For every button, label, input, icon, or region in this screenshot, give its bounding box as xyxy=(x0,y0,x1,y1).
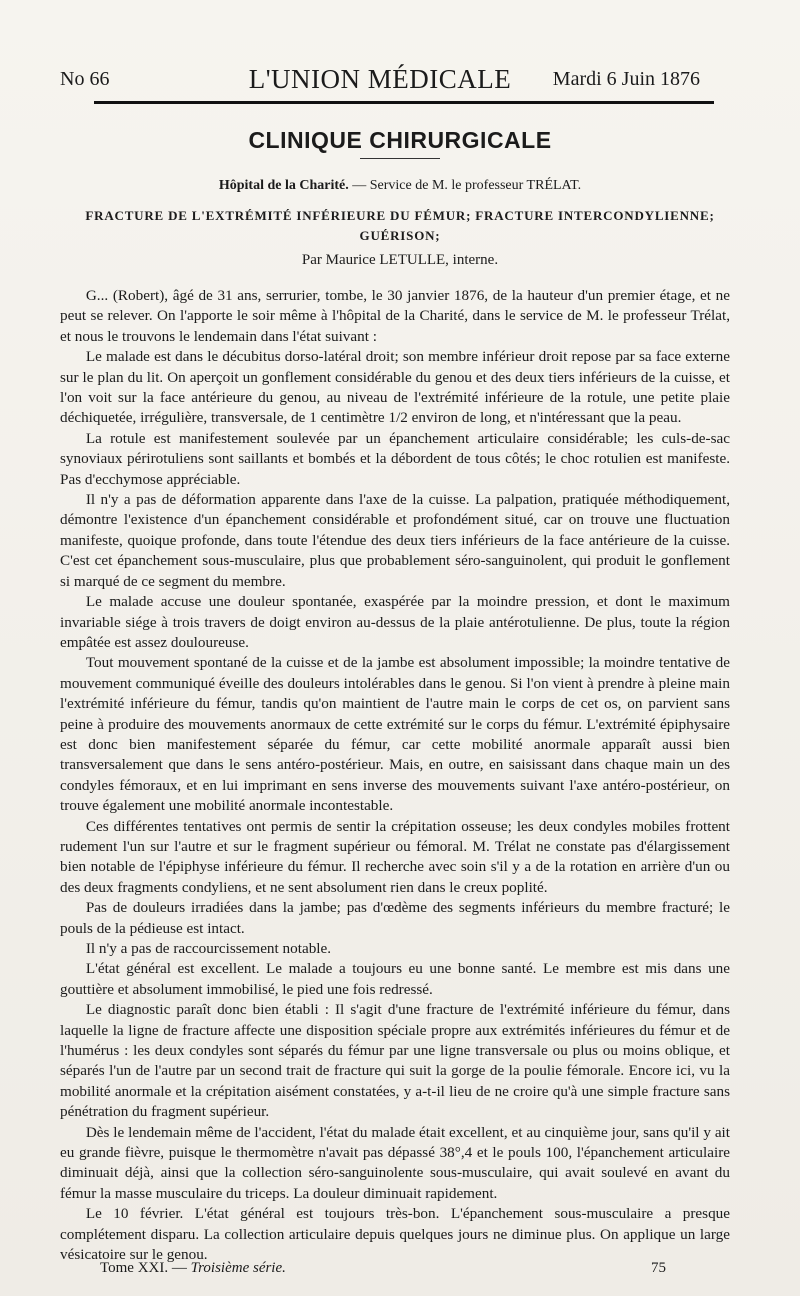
paragraph: Dès le lendemain même de l'accident, l'état du malade était excellent, et au cinquième jour, sans qu'il y ait eu grande fièvre, puisque le thermomètre n'avait pas dépassé 38°,4 et le pouls 100, l'épanchement articulaire diminuait déjà, ainsi que la collection séro-sanguinolente sous-musculaire, qui avait soulevé en avant du fémur la masse musculaire du triceps. La douleur diminuait rapidement. xyxy=(60,1123,730,1202)
title-divider xyxy=(360,158,440,159)
journal-title: L'UNION MÉDICALE xyxy=(248,64,512,94)
paragraph: L'état général est excellent. Le malade a toujours eu une bonne santé. Le membre est mis dans une gouttière et absolument immobilisé, le pied une fois redressé. xyxy=(60,960,730,998)
paragraph: Le malade accuse une douleur spontanée, exaspérée par la moindre pression, et dont le maximum invariable siége à trois travers de doigt environ au-dessus de la plaie antérotulienne. De plus, toute la région empâtée est assez douloureuse. xyxy=(60,593,730,651)
paragraph: Il n'y a pas de déformation apparente dans l'axe de la cuisse. La palpation, pratiquée méthodiquement, démontre l'existence d'un épanchement considérable et profondément situé, car on trouve une fluctuation manifeste, quoique profonde, dans toute l'étendue des deux tiers inférieurs de la face antérieure de la cuisse. C'est cet épanchement sous-musculaire, plus que probablement séro-sanguinolent, qui produit le gonflement si marqué de ce segment du membre. xyxy=(60,491,730,590)
paragraph: Le 10 février. L'état général est toujours très-bon. L'épanchement sous-musculaire a presque complétement disparu. La collection articulaire depuis quelques jours ne diminue plus. On applique un large vésicatoire sur le genou. xyxy=(60,1205,730,1264)
volume-info xyxy=(100,1260,286,1277)
hospital-line xyxy=(0,178,800,194)
running-head xyxy=(60,64,700,96)
case-title: FRACTURE DE L'EXTRÉMITÉ INFÉRIEURE DU FÉMUR; FRACTURE INTERCONDYLIENNE; GUÉRISON; xyxy=(85,208,715,243)
hospital-name: Hôpital de la Charité. xyxy=(218,178,349,193)
issue-date: Mardi 6 Juin 1876 xyxy=(552,68,700,90)
author-line: Par Maurice LETULLE, interne. xyxy=(301,252,499,268)
article-body xyxy=(60,286,730,1266)
paragraph: Il n'y a pas de raccourcissement notable. xyxy=(85,940,332,957)
issue-number: No 66 xyxy=(60,68,110,90)
volume-label: Tome XXI. — xyxy=(100,1260,191,1276)
paragraph: Pas de douleurs irradiées dans la jambe; pas d'œdème des segments inférieurs du membre fracturé; le pouls de la pédieuse est intact. xyxy=(60,899,730,937)
paragraph: Tout mouvement spontané de la cuisse et de la jambe est absolument impossible; la moindre tentative de mouvement communiqué éveille des douleurs intolérables dans le genou. Si l'on vient à prendre à pleine main l'extrémité inférieure du fémur, tandis qu'on maintient de l'autre main le corps de cet os, on parvient sans peine à produire des mouvements anormaux de cette extrémité sur le corps du fémur. L'extrémité épiphysaire est donc bien manifestement séparée du fémur, car cette mobilité anormale apparaît aussi bien transversalement que dans le sens antéro-postérieur. Mais, en outre, en saisissant dans chaque main un des condyles fémoraux, et en lui imprimant en sens inverse des mouvements suivant l'axe antéro-postérieur, on trouve également une mobilité anormale incontestable. xyxy=(60,654,730,815)
header-rule xyxy=(94,101,714,104)
paragraph: G... (Robert), âgé de 31 ans, serrurier, tombe, le 30 janvier 1876, de la hauteur d'un premier étage, et ne peut se relever. On l'apporte le soir même à l'hôpital de la Charité, dans le service de M. le professeur Trélat, et nous le trouvons le lendemain dans l'état suivant : xyxy=(60,287,730,345)
paragraph: Ces différentes tentatives ont permis de sentir la crépitation osseuse; les deux condyles mobiles frottent rudement l'un sur l'autre et sur le fragment supérieur ou fémoral. M. Trélat ne constate pas d'élargissement bien notable de l'épiphyse inférieure du fémur. Il recherche avec soin s'il y a de la rotation en arrière d'un ou des deux fragments condyliens, et ne sent absolument rien dans le creux poplité. xyxy=(60,817,730,896)
series-label: Troisième série. xyxy=(190,1260,286,1276)
page-footer xyxy=(100,1260,666,1284)
paragraph: Le diagnostic paraît donc bien établi : Il s'agit d'une fracture de l'extrémité inférieure du fémur, dans laquelle la ligne de fracture affecte une disposition spéciale propre aux extrémités inférieures du fémur et de l'humérus : les deux condyles sont séparés du fémur par une ligne transversale ou plus ou moins oblique, et séparés l'un de l'autre par un second trait de fracture qui suit la gorge de la poulie fémorale. Encore ici, vu la mobilité anormale et la crépitation aisément constatées, y a-t-il lieu de ne croire qu'à une simple fracture sans pénétration du fragment supérieur. xyxy=(60,1001,730,1121)
paragraph: Le malade est dans le décubitus dorso-latéral droit; son membre inférieur droit repose par sa face externe sur le plan du lit. On aperçoit un gonflement considérable du genou et des deux tiers inférieurs de la cuisse, et l'on voit sur la face antérieure du genou, au niveau de l'extrémité inférieure de la rotule, une petite plaie déchiquetée, irrégulière, transversale, de 1 centimètre 1/2 environ de long, et n'intéressant que la peau. xyxy=(60,348,730,427)
page-number: 75 xyxy=(651,1260,666,1276)
service-name: — Service de M. le professeur TRÉLAT. xyxy=(348,178,582,193)
section-title: CLINIQUE CHIRURGICALE xyxy=(248,127,552,153)
paragraph: La rotule est manifestement soulevée par un épanchement articulaire considérable; les culs-de-sac synoviaux périrotuliens sont saillants et bombés et la débordent de tous côtés; le choc rotulien est manifeste. Pas d'ecchymose appréciable. xyxy=(60,429,730,488)
